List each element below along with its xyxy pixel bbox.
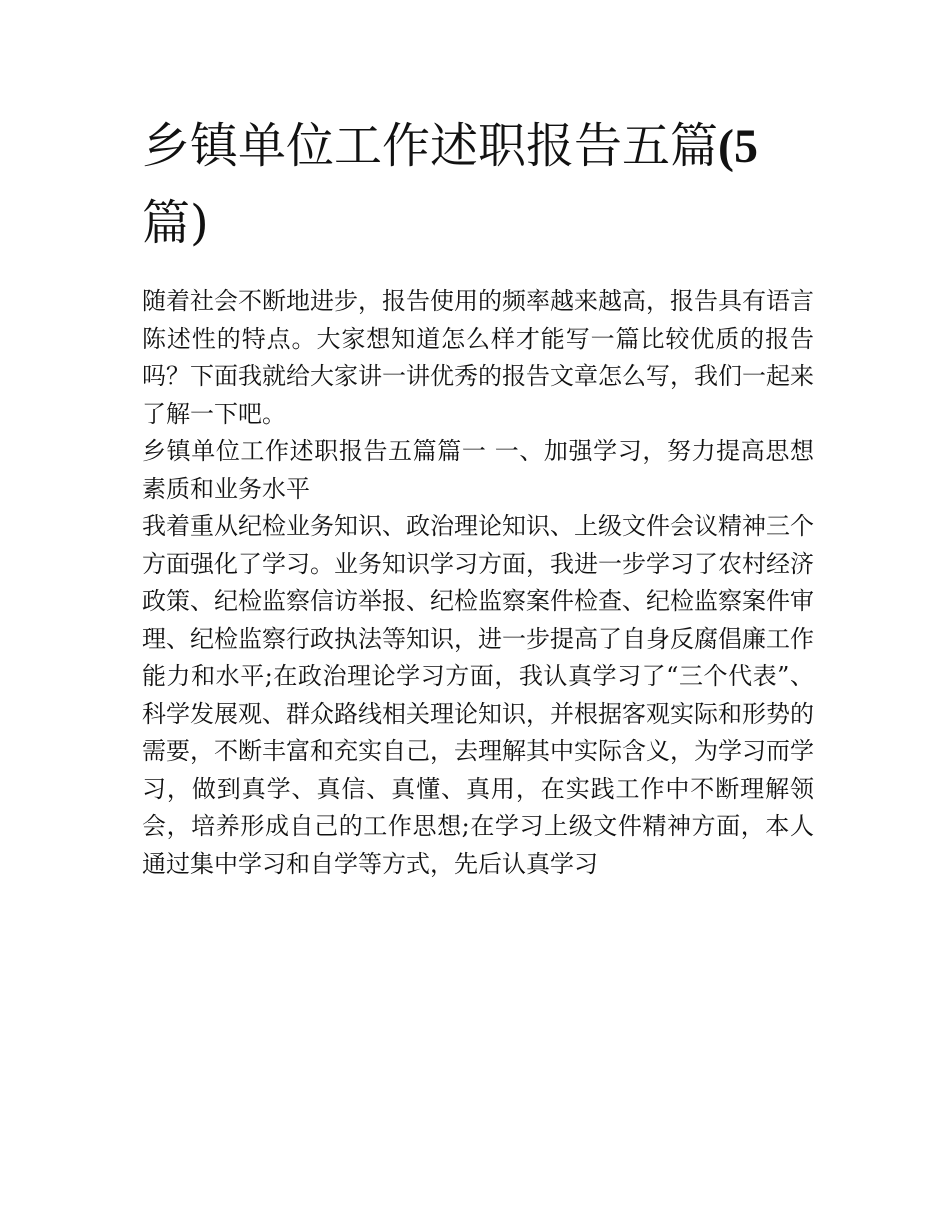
intro-paragraph: 随着社会不断地进步，报告使用的频率越来越高，报告具有语言陈述性的特点。大家想知道怎么样才能写一篇比较优质的报告吗？下面我就给大家讲一讲优秀的报告文章怎么写，我们一起来了解一下吧。 xyxy=(142,287,814,428)
body-paragraph: 我着重从纪检业务知识、政治理论知识、上级文件会议精神三个方面强化了学习。业务知识学习方面，我进一步学习了农村经济政策、纪检监察信访举报、纪检监察案件检查、纪检监察案件审理、纪检监察行政执法等知识，进一步提高了自身反腐倡廉工作能力和水平;在政治理论学习方面，我认真学习了“三个代表”、科学发展观、群众路线相关理论知识，并根据客观实际和形势的需要，不断丰富和充实自己，去理解其中实际含义，为学习而学习，做到真学、真信、真懂、真用，在实践工作中不断理解领会，培养形成自己的工作思想;在学习上级文件精神方面，本人通过集中学习和自学等方式，先后认真学习 xyxy=(142,512,814,878)
document-title-main: 乡镇单位工作述职报告五篇 xyxy=(142,118,719,174)
document-page xyxy=(142,108,814,883)
document-title-suffix: (5 xyxy=(718,120,758,173)
document-title-second-line: 篇) xyxy=(142,195,209,251)
section-heading-paragraph: 乡镇单位工作述职报告五篇篇一 一、加强学习，努力提高思想素质和业务水平 xyxy=(142,437,814,503)
document-title xyxy=(142,108,814,261)
